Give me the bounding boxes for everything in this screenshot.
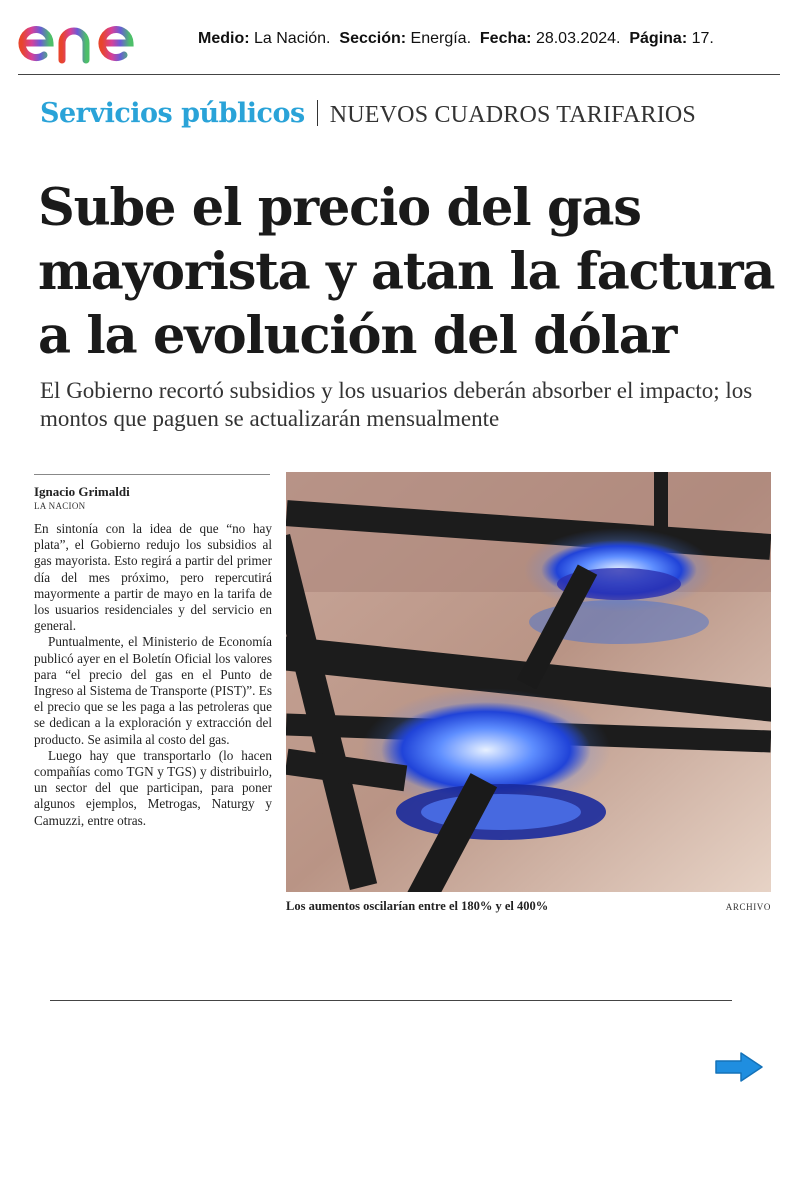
seccion-value: Energía. xyxy=(410,30,472,47)
enel-logo xyxy=(14,10,182,68)
section-kicker xyxy=(40,98,696,129)
stove-burner-photo xyxy=(286,472,771,892)
body-paragraph: En sintonía con la idea de que “no hay plata”, el Gobierno redujo los subsidios al gas mayorista. Esto regirá a partir del primer día del mes próximo, pero repercutirá mayormente a partir de mayo en la tarifa de los usuarios residenciales y del servicio en general. xyxy=(34,521,272,634)
photo-credit: ARCHIVO xyxy=(725,902,771,912)
outlet-name: LA NACION xyxy=(34,501,86,511)
article-headline: Sube el precio del gas mayorista y atan la factura a la evolución del dólar xyxy=(38,178,775,366)
subsection-name: NUEVOS CUADROS TARIFARIOS xyxy=(329,102,696,128)
kicker-divider xyxy=(317,100,318,126)
article-body xyxy=(34,521,272,829)
body-paragraph: Puntualmente, el Ministerio de Economía publicó ayer en el Boletín Oficial los valores para “el precio del gas en el Punto de Ingreso al Sistema de Transporte (PIST)”. Es el precio que se les paga a las petroleras que se dedican a la exploración y extracción del producto. Se asimila al costo del gas. xyxy=(34,634,272,747)
fecha-label: Fecha: xyxy=(479,30,532,47)
medio-value: La Nación. xyxy=(254,30,331,47)
fecha-value: 28.03.2024. xyxy=(535,30,621,47)
photo-caption: Los aumentos oscilarían entre el 180% y el 400% xyxy=(286,899,549,913)
next-page-button[interactable] xyxy=(713,1050,765,1084)
clipping-metadata xyxy=(198,30,714,48)
medio-label: Medio: xyxy=(198,30,250,47)
author-name: Ignacio Grimaldi xyxy=(34,484,130,499)
pagina-value: 17. xyxy=(691,30,714,47)
pagina-label: Página: xyxy=(629,30,688,47)
section-name: Servicios públicos xyxy=(40,98,305,129)
right-arrow-icon xyxy=(713,1050,765,1084)
seccion-label: Sección: xyxy=(339,30,407,47)
header-divider xyxy=(18,74,780,75)
byline-divider xyxy=(34,474,270,475)
article-deck: El Gobierno recortó subsidios y los usuarios deberán absorber el impacto; los montos que paguen se actualizarán mensualmente xyxy=(40,378,753,431)
footer-divider xyxy=(50,1000,732,1001)
body-paragraph: Luego hay que transportarlo (lo hacen compañías como TGN y TGS) y distribuirlo, un sector del que participan, para poner algunos ejemplos, Metrogas, Naturgy y Camuzzi, entre otras. xyxy=(34,747,272,828)
